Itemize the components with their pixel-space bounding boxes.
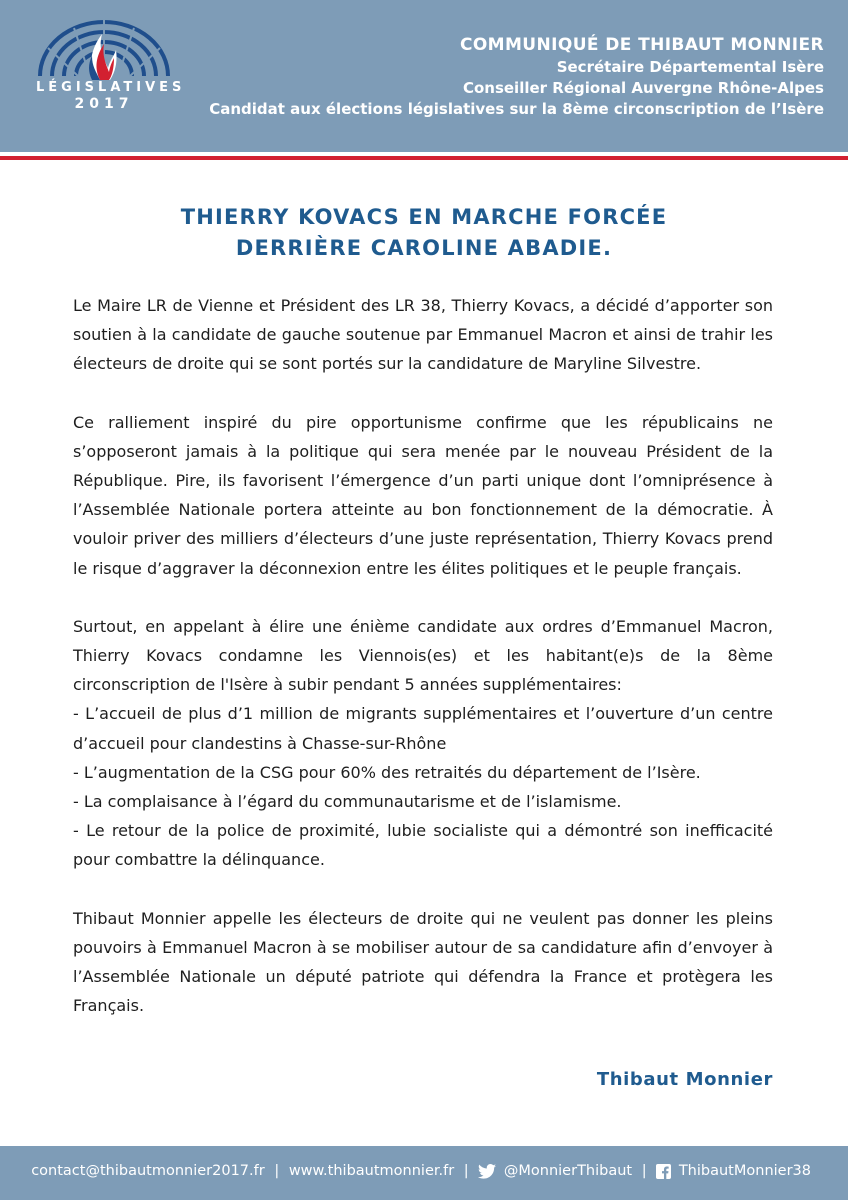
footer-website-link[interactable]: www.thibautmonnier.fr: [288, 1163, 455, 1179]
footer-separator: |: [274, 1163, 280, 1179]
logo-text-legislatives: LÉGISLATIVES: [36, 80, 186, 95]
paragraph-3-list: [73, 612, 773, 875]
header-line-role-1: Secrétaire Départemental Isère: [556, 58, 824, 76]
footer-bar: [0, 1146, 848, 1200]
list-item: - L’augmentation de la CSG pour 60% des retraités du département de l’Isère.: [73, 762, 701, 782]
list-item: - La complaisance à l’égard du communautarisme et de l’islamisme.: [73, 792, 622, 812]
footer-separator: |: [641, 1163, 647, 1179]
footer-contacts: [0, 1163, 811, 1179]
list-item: - L’accueil de plus d’1 million de migrants supplémentaires et l’ouverture d’un centre d’accueil pour clandestins à Chasse-sur-Rhône: [73, 704, 773, 753]
header-title: COMMUNIQUÉ DE THIBAUT MONNIER: [459, 35, 824, 55]
signature: Thibaut Monnier: [596, 1069, 773, 1090]
paragraph-3: Surtout, en appelant à élire une énième candidate aux ordres d’Emmanuel Macron, Thierry Kovacs condamne les Viennois(es) et les habitant(e)s de la 8ème circonscription de l'Isère à subir pendant 5 années supplémentaires:: [73, 616, 773, 695]
header-info: [209, 34, 824, 120]
header-divider-red: [0, 156, 848, 160]
title-line-2: DERRIÈRE CAROLINE ABADIE.: [235, 236, 613, 260]
document-body: [73, 291, 773, 1049]
list-item: - Le retour de la police de proximité, lubie socialiste qui a démontré son inefficacité pour combattre la délinquance.: [73, 821, 773, 870]
footer-separator: |: [463, 1163, 469, 1179]
footer-twitter-link[interactable]: @MonnierThibaut: [503, 1163, 633, 1179]
header-line-role-2: Conseiller Régional Auvergne Rhône-Alpes: [462, 79, 824, 97]
footer-email-link[interactable]: contact@thibautmonnier2017.fr: [31, 1163, 265, 1179]
paragraph-1: Le Maire LR de Vienne et Président des LR 38, Thierry Kovacs, a décidé d’apporter son soutien à la candidate de gauche soutenue par Emmanuel Macron et ainsi de trahir les électeurs de droite qui se sont portés sur la candidature de Maryline Silvestre.: [73, 296, 773, 374]
paragraph-closing: Thibaut Monnier appelle les électeurs de droite qui ne veulent pas donner les pleins pouvoirs à Emmanuel Macron à se mobiliser autour de sa candidature afin d’envoyer à l’Assemblée Nationale un député patriote qui défendra la France et protègera les Français.: [73, 908, 773, 1016]
footer-facebook-link[interactable]: ThibautMonnier38: [678, 1163, 811, 1179]
logo-text-year: 2017: [74, 96, 134, 112]
document-title: [0, 202, 848, 264]
header-line-role-3: Candidat aux élections législatives sur la 8ème circonscription de l’Isère: [209, 100, 824, 118]
title-line-1: THIERRY KOVACS EN MARCHE FORCÉE: [180, 205, 668, 229]
twitter-icon: [478, 1164, 496, 1179]
paragraph-2: Ce ralliement inspiré du pire opportunisme confirme que les républicains ne s’opposeront jamais à la politique qui sera menée par le nouveau Président de la République. Pire, ils favorisent l’émergence d’un parti unique dont l’omniprésence à l’Assemblée Nationale portera atteinte au bon fonctionnement de la démocratie. À vouloir priver des milliers d’électeurs d’une juste représentation, Thierry Kovacs prend le risque d’aggraver la déconnexion entre les élites politiques et le peuple français.: [73, 412, 773, 578]
facebook-icon: [656, 1164, 671, 1179]
header-banner: [0, 0, 848, 152]
